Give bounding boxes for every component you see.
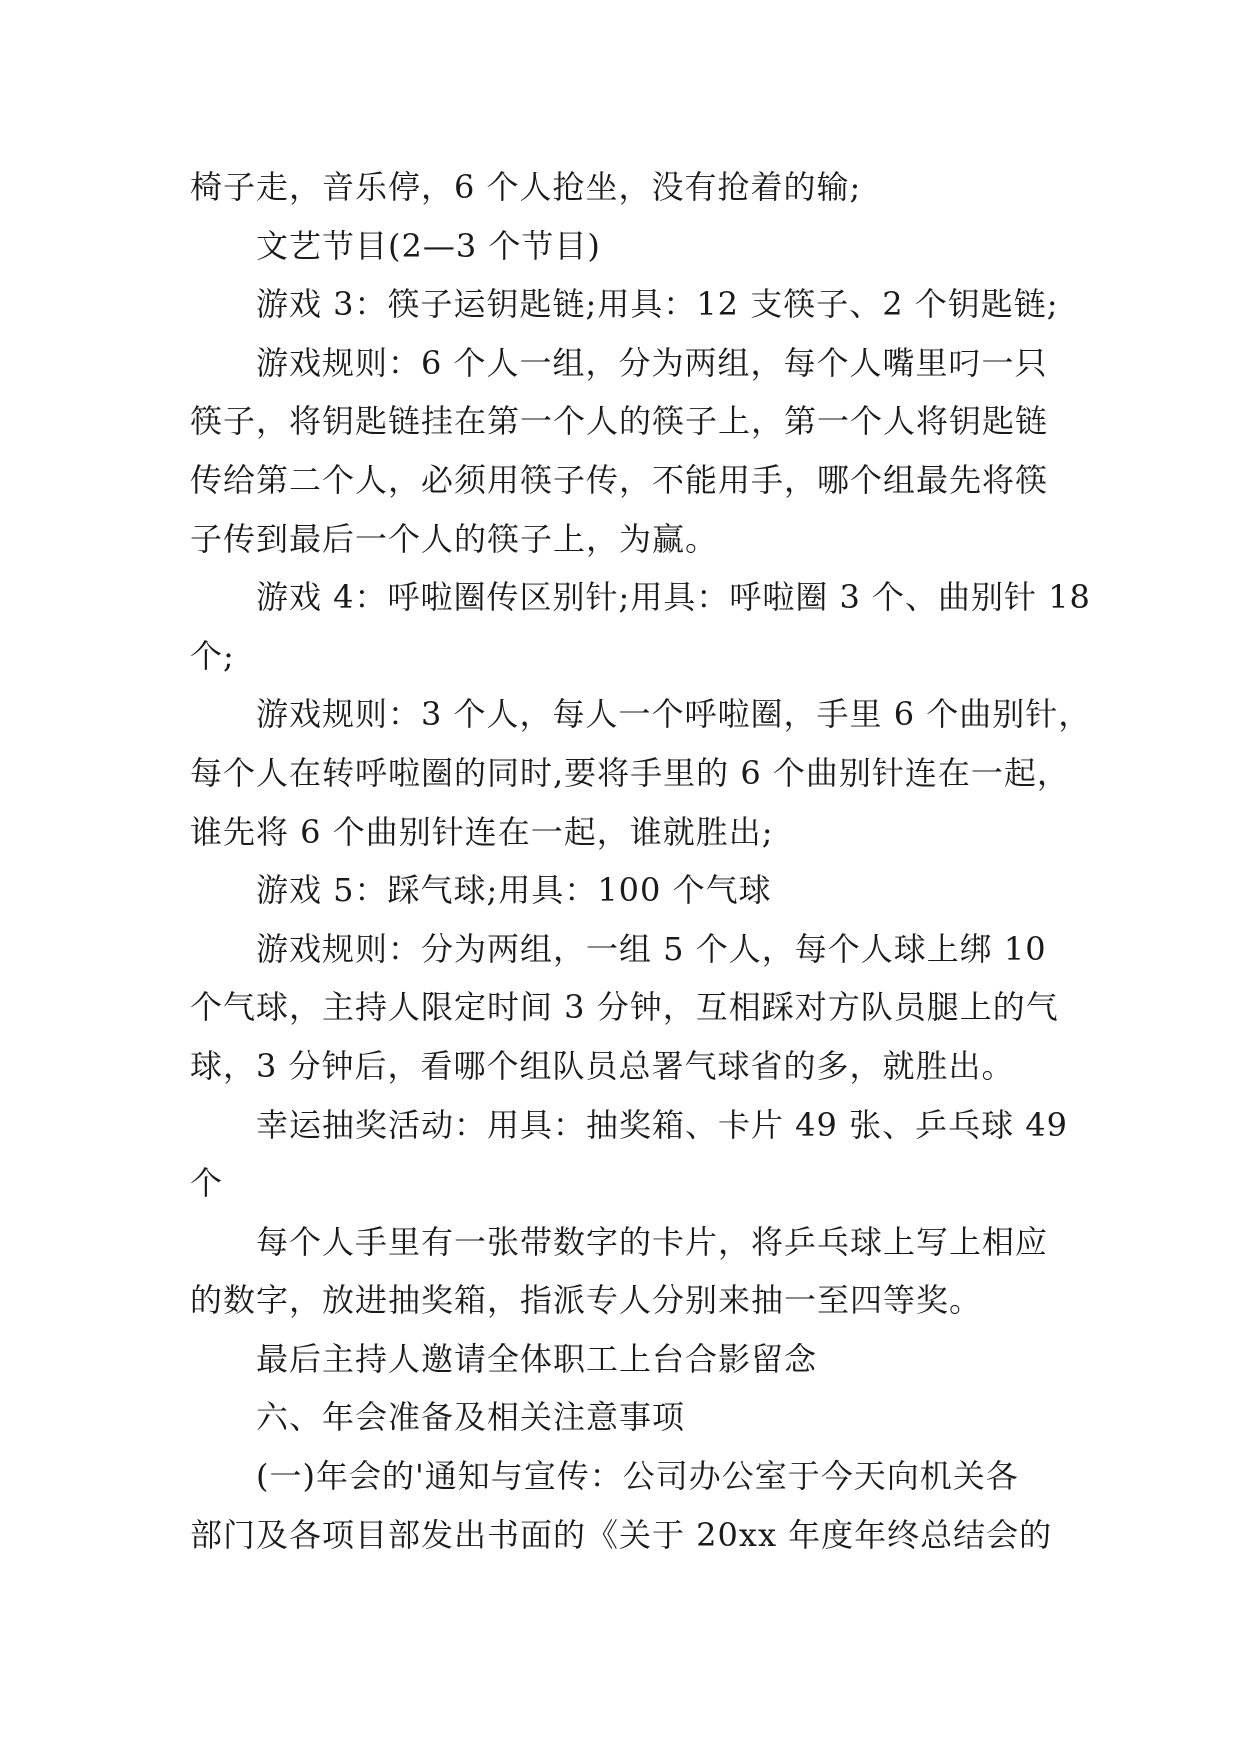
text-line: 椅子走，音乐停，6 个人抢坐，没有抢着的输; <box>190 168 862 206</box>
text-line: 的数字，放进抽奖箱，指派专人分别来抽一至四等奖。 <box>190 1281 983 1320</box>
text-line: 个; <box>190 636 235 675</box>
text-line: 游戏规则：6 个人一组，分为两组，每个人嘴里叼一只 <box>256 343 1048 382</box>
text-line: 文艺节目(2—3 个节目) <box>256 226 601 265</box>
text-line: 最后主持人邀请全体职工上台合影留念 <box>256 1339 818 1378</box>
text-line: 筷子，将钥匙链挂在第一个人的筷子上，第一个人将钥匙链 <box>190 402 1049 441</box>
text-line: 幸运抽奖活动：用具：抽奖箱、卡片 49 张、乒乓球 49 <box>256 1105 1068 1144</box>
text-line: 谁先将 6 个曲别针连在一起，谁就胜出; <box>190 812 774 851</box>
text-line: 游戏规则：分为两组，一组 5 个人，每个人球上绑 10 <box>256 929 1047 968</box>
section-heading: 六、年会准备及相关注意事项 <box>256 1398 686 1437</box>
text-line: 游戏规则：3 个人，每人一个呼啦圈，手里 6 个曲别针， <box>256 695 1092 734</box>
text-line: 传给第二个人，必须用筷子传，不能用手，哪个组最先将筷 <box>190 460 1049 499</box>
text-line: 游戏 4：呼啦圈传区别针;用具：呼啦圈 3 个、曲别针 18 <box>256 578 1091 617</box>
text-line: 个气球，主持人限定时间 3 分钟，互相踩对方队员腿上的气 <box>190 988 1059 1027</box>
text-line: 游戏 3：筷子运钥匙链;用具：12 支筷子、2 个钥匙链; <box>256 285 1059 324</box>
text-line: 部门及各项目部发出书面的《关于 20xx 年度年终总结会的 <box>190 1515 1053 1554</box>
text-line: 子传到最后一个人的筷子上，为赢。 <box>190 519 719 558</box>
text-line: 每个人手里有一张带数字的卡片，将乒乓球上写上相应 <box>256 1222 1049 1261</box>
text-line: 个 <box>190 1164 224 1203</box>
text-line: 游戏 5：踩气球;用具：100 个气球 <box>256 871 772 910</box>
text-line: 球，3 分钟后，看哪个组队员总署气球省的多，就胜出。 <box>190 1046 1015 1085</box>
text-line: 每个人在转呼啦圈的同时,要将手里的 6 个曲别针连在一起， <box>190 753 1070 792</box>
text-line: (一)年会的'通知与宣传：公司办公室于今天向机关各 <box>256 1457 1019 1496</box>
document-body <box>190 158 1092 1564</box>
